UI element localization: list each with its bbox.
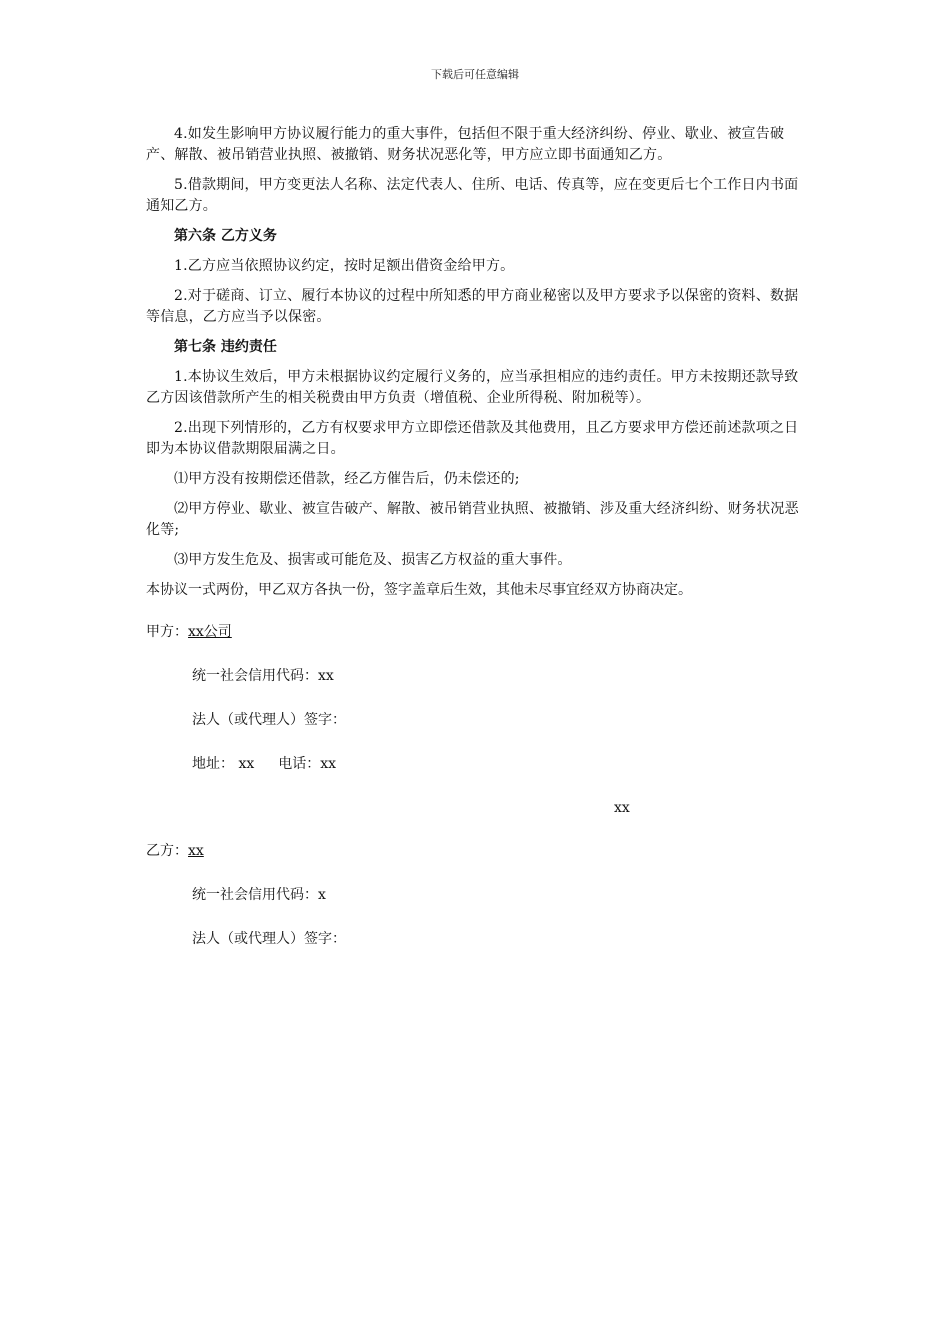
document-body xyxy=(146,124,806,951)
article-6-item-2: 2.对于磋商、订立、履行本协议的过程中所知悉的甲方商业秘密以及甲方要求予以保密的资料、数据等信息，乙方应当予以保密。 xyxy=(146,288,799,325)
article-7-heading: 第七条 违约责任 xyxy=(174,339,277,355)
party-a-line xyxy=(146,622,806,644)
party-b-line xyxy=(146,841,806,863)
article-7-subitem-2: ⑵甲方停业、歇业、被宣告破产、解散、被吊销营业执照、被撤销、涉及重大经济纠纷、财务状况恶化等; xyxy=(146,501,799,538)
party-a-signature: 法人（或代理人）签字： xyxy=(192,712,346,728)
party-a-address: 地址： xx xyxy=(192,756,255,772)
party-b-signature: 法人（或代理人）签字： xyxy=(192,931,346,947)
party-a-contact xyxy=(146,754,806,776)
party-b-credit-code: 统一社会信用代码：x xyxy=(192,887,326,903)
article-7-item-1: 1.本协议生效后，甲方未根据协议约定履行义务的，应当承担相应的违约责任。甲方未按期还款导致乙方因该借款所产生的相关税费由甲方负责（增值税、企业所得税、附加税等）。 xyxy=(146,369,799,406)
party-a-credit-code: 统一社会信用代码：xx xyxy=(192,668,334,684)
article-6-item-1: 1.乙方应当依照协议约定，按时足额出借资金给甲方。 xyxy=(174,258,515,274)
page-header: 下载后可任意编辑 xyxy=(431,68,519,81)
closing-statement: 本协议一式两份，甲乙双方各执一份，签字盖章后生效，其他未尽事宜经双方协商决定。 xyxy=(146,582,692,598)
article-7-subitem-1: ⑴甲方没有按期偿还借款，经乙方催告后，仍未偿还的; xyxy=(174,471,520,487)
party-a-phone: 电话：xx xyxy=(278,756,337,772)
party-a-name: xx公司 xyxy=(188,624,232,640)
clause-5: 5.借款期间，甲方变更法人名称、法定代表人、住所、电话、传真等，应在变更后七个工作日内书面通知乙方。 xyxy=(146,177,799,214)
article-7-subitem-3: ⑶甲方发生危及、损害或可能危及、损害乙方权益的重大事件。 xyxy=(174,552,572,568)
party-a-label: 甲方： xyxy=(146,624,188,640)
clause-4: 4.如发生影响甲方协议履行能力的重大事件，包括但不限于重大经济纠纷、停业、歇业、被宣告破产、解散、被吊销营业执照、被撤销、财务状况恶化等，甲方应立即书面通知乙方。 xyxy=(146,126,785,163)
party-b-label: 乙方： xyxy=(146,843,188,859)
article-6-heading: 第六条 乙方义务 xyxy=(174,228,277,244)
party-b-name: xx xyxy=(188,843,204,859)
party-a-date: xx xyxy=(614,800,630,816)
article-7-item-2: 2.出现下列情形的，乙方有权要求甲方立即偿还借款及其他费用，且乙方要求甲方偿还前述款项之日即为本协议借款期限届满之日。 xyxy=(146,420,799,457)
